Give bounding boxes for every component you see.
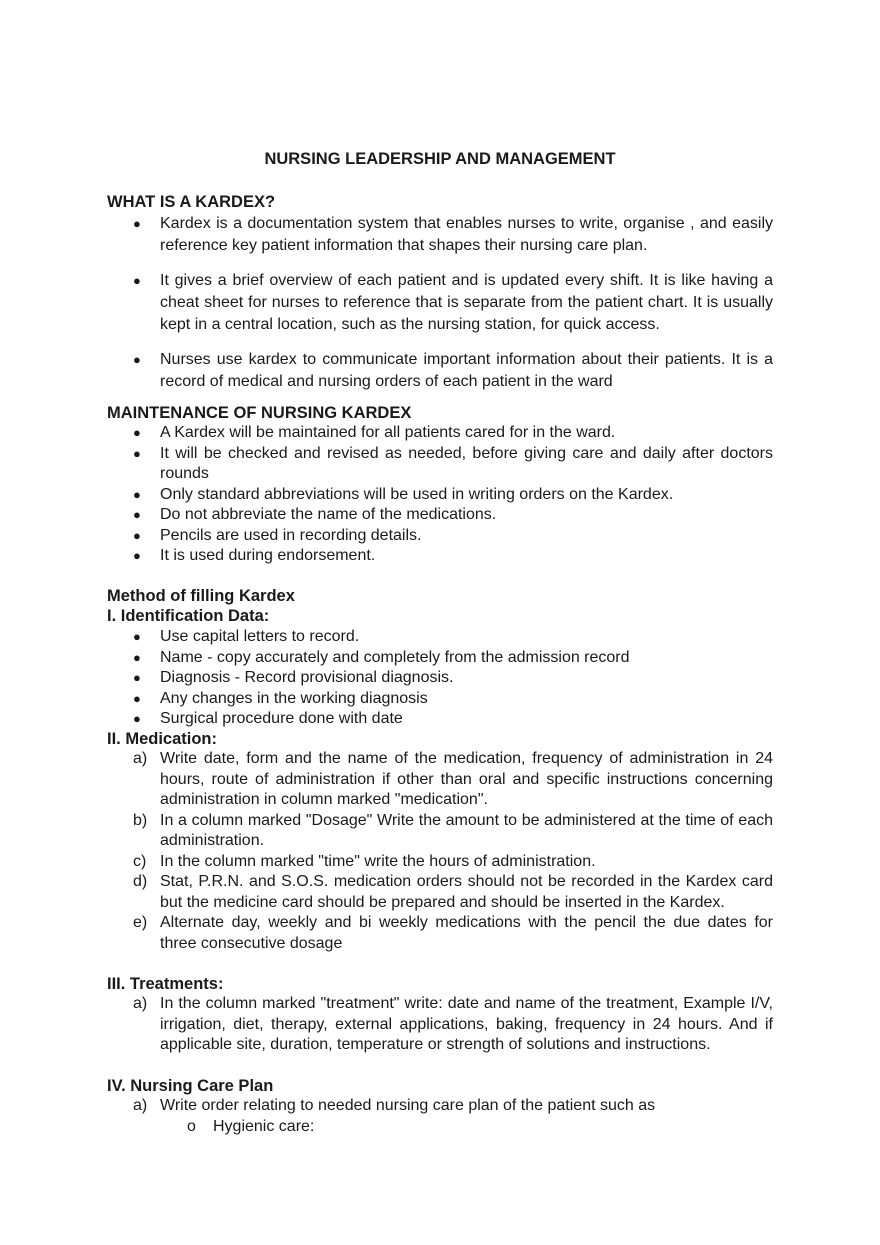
list-marker: a) xyxy=(133,1097,148,1114)
maintenance-list xyxy=(107,423,773,567)
list-item: ● Surgical procedure done with date xyxy=(107,709,773,730)
list-item: ● Pencils are used in recording details. xyxy=(107,526,773,547)
page-title: NURSING LEADERSHIP AND MANAGEMENT xyxy=(264,150,616,168)
list-item xyxy=(107,811,773,852)
subsection-heading-treatments: III. Treatments: xyxy=(107,975,224,993)
list-marker: e) xyxy=(133,914,148,931)
list-item xyxy=(107,994,773,1056)
subsection-heading-care-plan: IV. Nursing Care Plan xyxy=(107,1077,274,1095)
list-item-text: Alternate day, weekly and bi weekly medications with the pencil the due dates for three consecutive dosage xyxy=(160,914,773,952)
list-item: ● It is used during endorsement. xyxy=(107,546,773,567)
section-heading-kardex: WHAT IS A KARDEX? xyxy=(107,193,276,211)
list-item xyxy=(107,749,773,811)
list-item-text: Write date, form and the name of the medication, frequency of administration in 24 hours, route of administration if other than oral and specific instructions concerning administration in column marked "medication". xyxy=(160,750,773,808)
list-item: ● Nurses use kardex to communicate important information about their patients. It is a record of medical and nursing orders of each patient in the ward xyxy=(107,349,773,393)
list-item-text: In a column marked "Dosage" Write the amount to be administered at the time of each administration. xyxy=(160,811,773,849)
list-marker: c) xyxy=(133,852,147,870)
list-item xyxy=(107,913,773,954)
list-item: ● It will be checked and revised as needed, before giving care and daily after doctors rounds xyxy=(107,444,773,485)
section-heading-maintenance: MAINTENANCE OF NURSING KARDEX xyxy=(107,404,412,422)
list-item-text: Write order relating to needed nursing care plan of the patient such as xyxy=(160,1097,656,1114)
kardex-list xyxy=(107,213,773,406)
list-item: ● Only standard abbreviations will be used in writing orders on the Kardex. xyxy=(107,485,773,506)
list-item-text: Stat, P.R.N. and S.O.S. medication orders should not be recorded in the Kardex card but the medicine card should be prepared and should be inserted in the Kardex. xyxy=(160,873,773,911)
list-item xyxy=(107,1096,773,1117)
care-plan-list xyxy=(107,1096,773,1137)
list-marker: o xyxy=(187,1117,196,1135)
list-marker: a) xyxy=(133,995,148,1012)
list-item-text: In the column marked "treatment" write: date and name of the treatment, Example I/V, irrigation, diet, therapy, external applications, baking, frequency in 24 hours. And if applicable site, duration, temperature or strength of solutions and instructions. xyxy=(160,995,773,1053)
list-item xyxy=(107,852,773,873)
list-item: ● Use capital letters to record. xyxy=(107,627,773,648)
list-item-text: In the column marked "time" write the hours of administration. xyxy=(160,852,596,870)
list-item: ● Do not abbreviate the name of the medications. xyxy=(107,505,773,526)
list-item: ● Any changes in the working diagnosis xyxy=(107,689,773,710)
list-marker: d) xyxy=(133,873,148,890)
medication-list xyxy=(107,749,773,954)
list-item: ● Kardex is a documentation system that enables nurses to write, organise , and easily reference key patient information that shapes their nursing care plan. xyxy=(107,213,773,257)
list-marker: a) xyxy=(133,750,148,767)
list-item xyxy=(107,872,773,913)
list-item: ● Name - copy accurately and completely from the admission record xyxy=(107,648,773,669)
sub-list-item xyxy=(107,1117,773,1138)
list-item: ● Diagnosis - Record provisional diagnosis. xyxy=(107,668,773,689)
subsection-heading-identification: I. Identification Data: xyxy=(107,607,270,625)
section-heading-method: Method of filling Kardex xyxy=(107,587,295,605)
list-item: ● A Kardex will be maintained for all patients cared for in the ward. xyxy=(107,423,773,444)
list-item-text: Hygienic care: xyxy=(213,1117,315,1135)
treatments-list xyxy=(107,994,773,1056)
list-marker: b) xyxy=(133,811,148,829)
identification-list xyxy=(107,627,773,730)
subsection-heading-medication: II. Medication: xyxy=(107,730,218,748)
list-item: ● It gives a brief overview of each patient and is updated every shift. It is like having a cheat sheet for nurses to reference that is separate from the patient chart. It is usually kept in a central location, such as the nursing station, for quick access. xyxy=(107,270,773,336)
